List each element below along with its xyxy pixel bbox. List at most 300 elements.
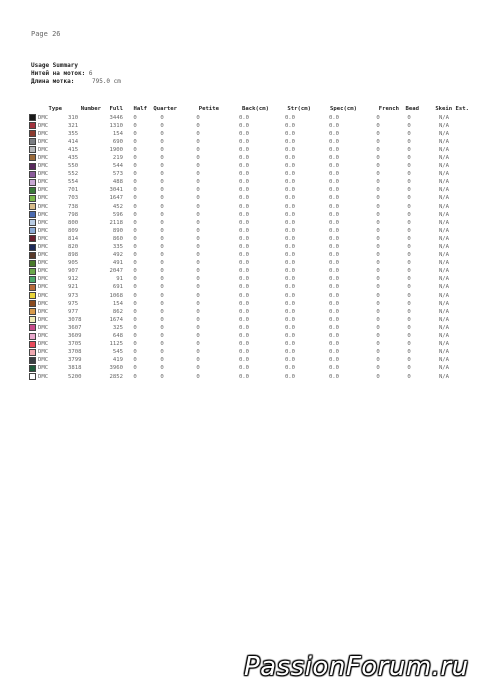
cell-quarter: 0 [160, 292, 164, 299]
cell-half: 0 [133, 171, 137, 178]
cell-back: 0.0 [238, 227, 250, 234]
cell-number: 355 [68, 130, 79, 137]
cell-half: 0 [133, 300, 137, 307]
cell-half: 0 [133, 284, 137, 291]
cell-petite: 0 [196, 324, 200, 331]
cell-number: 321 [68, 122, 79, 129]
cell-french: 0 [376, 300, 380, 307]
cell-back: 0.0 [238, 357, 250, 364]
usage-table [29, 106, 469, 381]
cell-petite: 0 [196, 341, 200, 348]
color-swatch [29, 252, 36, 259]
cell-half: 0 [133, 276, 137, 283]
cell-number: 798 [68, 211, 79, 218]
cell-number: 738 [68, 203, 79, 210]
cell-back: 0.0 [238, 260, 250, 267]
cell-skein-est: N/A [438, 187, 450, 194]
cell-french: 0 [376, 365, 380, 372]
cell-back: 0.0 [238, 244, 250, 250]
cell-type: DMC [38, 324, 49, 331]
header-swatch [29, 106, 38, 114]
cell-back: 0.0 [238, 300, 250, 307]
cell-swatch [29, 252, 38, 260]
table-row [29, 154, 469, 162]
cell-spec: 0.0 [328, 146, 340, 153]
header-str: Str(cm) [287, 106, 311, 113]
cell-type: DMC [38, 252, 49, 259]
cell-full: 325 [112, 324, 123, 331]
cell-petite: 0 [196, 260, 200, 267]
cell-number: 414 [68, 138, 79, 145]
table-row [29, 300, 469, 308]
cell-type: DMC [38, 308, 49, 315]
cell-spec: 0.0 [328, 284, 340, 291]
table-row [29, 195, 469, 203]
cell-back: 0.0 [238, 171, 250, 178]
cell-str: 0.0 [284, 130, 296, 137]
cell-petite: 0 [196, 122, 200, 129]
cell-spec: 0.0 [328, 341, 340, 348]
table-row [29, 235, 469, 243]
cell-french: 0 [376, 252, 380, 259]
cell-bead: 0 [407, 219, 411, 226]
cell-number: 907 [68, 268, 79, 275]
cell-full: 3960 [109, 365, 123, 372]
cell-full: 544 [112, 163, 123, 170]
cell-petite: 0 [196, 373, 200, 380]
cell-back: 0.0 [238, 365, 250, 372]
cell-bead: 0 [407, 252, 411, 259]
cell-quarter: 0 [160, 276, 164, 283]
cell-half: 0 [133, 357, 137, 364]
cell-spec: 0.0 [328, 219, 340, 226]
cell-petite: 0 [196, 203, 200, 210]
cell-number: 800 [68, 219, 79, 226]
cell-french: 0 [376, 154, 380, 161]
table-row [29, 179, 469, 187]
cell-skein-est: N/A [438, 203, 450, 210]
color-swatch [29, 308, 36, 315]
cell-back: 0.0 [238, 308, 250, 315]
cell-spec: 0.0 [328, 365, 340, 372]
cell-quarter: 0 [160, 333, 164, 340]
cell-spec: 0.0 [328, 300, 340, 307]
cell-full: 419 [112, 357, 123, 364]
cell-petite: 0 [196, 268, 200, 275]
cell-quarter: 0 [160, 211, 164, 218]
header-type: Type [48, 106, 62, 113]
usage-table-body [29, 114, 469, 381]
cell-french: 0 [376, 130, 380, 137]
cell-quarter: 0 [160, 114, 164, 121]
color-swatch [29, 211, 36, 218]
cell-french: 0 [376, 235, 380, 242]
table-row [29, 187, 469, 195]
cell-type: DMC [38, 284, 49, 291]
cell-half: 0 [133, 333, 137, 340]
cell-spec: 0.0 [328, 187, 340, 194]
cell-back: 0.0 [238, 373, 250, 380]
cell-half: 0 [133, 292, 137, 299]
cell-petite: 0 [196, 235, 200, 242]
cell-back: 0.0 [238, 292, 250, 299]
cell-back: 0.0 [238, 252, 250, 259]
cell-number: 3607 [68, 324, 82, 331]
cell-bead: 0 [407, 300, 411, 307]
cell-half: 0 [133, 203, 137, 210]
threads-per-skein-value: 6 [88, 70, 93, 77]
cell-swatch [29, 260, 38, 268]
color-swatch [29, 365, 36, 372]
cell-full: 492 [112, 252, 123, 259]
cell-spec: 0.0 [328, 324, 340, 331]
table-row [29, 316, 469, 324]
threads-per-skein-label: Нитей на моток: [31, 70, 86, 77]
table-row [29, 308, 469, 316]
cell-skein-est: N/A [438, 341, 450, 348]
cell-half: 0 [133, 252, 137, 259]
cell-skein-est: N/A [438, 308, 450, 315]
cell-bead: 0 [407, 357, 411, 364]
cell-french: 0 [376, 187, 380, 194]
color-swatch [29, 163, 36, 170]
cell-type: DMC [38, 203, 49, 210]
cell-skein-est: N/A [438, 122, 450, 129]
cell-back: 0.0 [238, 268, 250, 275]
table-row [29, 260, 469, 268]
cell-swatch [29, 284, 38, 292]
cell-skein-est: N/A [438, 260, 450, 267]
table-row [29, 292, 469, 300]
cell-spec: 0.0 [328, 130, 340, 137]
cell-str: 0.0 [284, 227, 296, 234]
cell-petite: 0 [196, 292, 200, 299]
cell-type: DMC [38, 333, 49, 340]
cell-swatch [29, 187, 38, 195]
cell-swatch [29, 114, 38, 122]
cell-number: 3705 [68, 341, 82, 348]
cell-type: DMC [38, 146, 49, 153]
cell-bead: 0 [407, 187, 411, 194]
color-swatch [29, 260, 36, 267]
cell-full: 596 [112, 211, 123, 218]
header-bead: Bead [405, 106, 419, 113]
cell-swatch [29, 300, 38, 308]
cell-number: 701 [68, 187, 79, 194]
cell-full: 1647 [109, 195, 123, 202]
cell-type: DMC [38, 130, 49, 137]
cell-str: 0.0 [284, 211, 296, 218]
cell-back: 0.0 [238, 219, 250, 226]
cell-type: DMC [38, 268, 49, 275]
cell-skein-est: N/A [438, 130, 450, 137]
table-row [29, 203, 469, 211]
cell-full: 3041 [109, 187, 123, 194]
cell-swatch [29, 365, 38, 373]
threads-per-skein-line [31, 70, 121, 78]
cell-petite: 0 [196, 349, 200, 356]
cell-back: 0.0 [238, 203, 250, 210]
color-swatch [29, 227, 36, 234]
cell-swatch [29, 333, 38, 341]
cell-petite: 0 [196, 179, 200, 186]
cell-swatch [29, 357, 38, 365]
cell-full: 488 [112, 179, 123, 186]
cell-back: 0.0 [238, 235, 250, 242]
cell-full: 2118 [109, 219, 123, 226]
cell-spec: 0.0 [328, 235, 340, 242]
cell-str: 0.0 [284, 179, 296, 186]
cell-number: 912 [68, 276, 79, 283]
cell-french: 0 [376, 146, 380, 153]
cell-spec: 0.0 [328, 308, 340, 315]
cell-petite: 0 [196, 333, 200, 340]
table-row [29, 146, 469, 154]
table-row [29, 341, 469, 349]
cell-quarter: 0 [160, 195, 164, 202]
header-quarter: Quarter [153, 106, 177, 113]
cell-bead: 0 [407, 138, 411, 145]
cell-half: 0 [133, 179, 137, 186]
cell-half: 0 [133, 235, 137, 242]
cell-petite: 0 [196, 219, 200, 226]
cell-french: 0 [376, 357, 380, 364]
cell-type: DMC [38, 276, 49, 283]
cell-str: 0.0 [284, 203, 296, 210]
cell-skein-est: N/A [438, 276, 450, 283]
cell-petite: 0 [196, 171, 200, 178]
cell-half: 0 [133, 219, 137, 226]
cell-number: 975 [68, 300, 79, 307]
cell-back: 0.0 [238, 284, 250, 291]
cell-half: 0 [133, 341, 137, 348]
table-row [29, 219, 469, 227]
table-row [29, 252, 469, 260]
cell-quarter: 0 [160, 324, 164, 331]
cell-bead: 0 [407, 324, 411, 331]
cell-skein-est: N/A [438, 292, 450, 299]
cell-bead: 0 [407, 154, 411, 161]
cell-french: 0 [376, 260, 380, 267]
cell-skein-est: N/A [438, 324, 450, 331]
cell-petite: 0 [196, 308, 200, 315]
cell-french: 0 [376, 373, 380, 380]
color-swatch [29, 195, 36, 202]
cell-swatch [29, 179, 38, 187]
cell-half: 0 [133, 260, 137, 267]
table-row [29, 284, 469, 292]
cell-swatch [29, 219, 38, 227]
cell-type: DMC [38, 211, 49, 218]
cell-french: 0 [376, 171, 380, 178]
cell-bead: 0 [407, 146, 411, 153]
color-swatch [29, 349, 36, 356]
cell-skein-est: N/A [438, 211, 450, 218]
cell-number: 310 [68, 114, 79, 121]
cell-spec: 0.0 [328, 122, 340, 129]
table-row [29, 211, 469, 219]
cell-half: 0 [133, 187, 137, 194]
cell-type: DMC [38, 171, 49, 178]
cell-half: 0 [133, 211, 137, 218]
cell-french: 0 [376, 276, 380, 283]
table-row [29, 324, 469, 332]
cell-petite: 0 [196, 227, 200, 234]
cell-skein-est: N/A [438, 146, 450, 153]
cell-spec: 0.0 [328, 138, 340, 145]
skein-length-value: 795.0 cm [91, 78, 121, 85]
color-swatch [29, 171, 36, 178]
cell-str: 0.0 [284, 276, 296, 283]
cell-quarter: 0 [160, 252, 164, 259]
cell-type: DMC [38, 187, 49, 194]
cell-swatch [29, 130, 38, 138]
cell-type: DMC [38, 357, 49, 364]
cell-skein-est: N/A [438, 316, 450, 323]
cell-half: 0 [133, 130, 137, 137]
cell-skein-est: N/A [438, 138, 450, 145]
cell-half: 0 [133, 122, 137, 129]
cell-petite: 0 [196, 163, 200, 170]
cell-quarter: 0 [160, 260, 164, 267]
cell-petite: 0 [196, 130, 200, 137]
cell-french: 0 [376, 244, 380, 250]
header-back: Back(cm) [242, 106, 269, 113]
skein-length-label: Длина мотка: [31, 78, 75, 85]
cell-type: DMC [38, 292, 49, 299]
cell-full: 154 [112, 300, 123, 307]
color-swatch [29, 244, 36, 251]
cell-type: DMC [38, 365, 49, 372]
cell-type: DMC [38, 300, 49, 307]
cell-full: 862 [112, 308, 123, 315]
cell-half: 0 [133, 114, 137, 121]
cell-spec: 0.0 [328, 227, 340, 234]
cell-swatch [29, 308, 38, 316]
cell-number: 3078 [68, 316, 82, 323]
cell-bead: 0 [407, 349, 411, 356]
cell-swatch [29, 171, 38, 179]
watermark: PassionForum.ru [244, 652, 469, 682]
cell-french: 0 [376, 341, 380, 348]
header-skein-est: Skein Est. [435, 106, 469, 113]
cell-number: 3609 [68, 333, 82, 340]
cell-str: 0.0 [284, 260, 296, 267]
cell-spec: 0.0 [328, 268, 340, 275]
cell-french: 0 [376, 163, 380, 170]
cell-swatch [29, 276, 38, 284]
cell-back: 0.0 [238, 324, 250, 331]
table-row [29, 244, 469, 252]
cell-str: 0.0 [284, 163, 296, 170]
cell-str: 0.0 [284, 365, 296, 372]
cell-str: 0.0 [284, 244, 296, 250]
cell-quarter: 0 [160, 203, 164, 210]
cell-bead: 0 [407, 195, 411, 202]
cell-half: 0 [133, 146, 137, 153]
cell-number: 552 [68, 171, 79, 178]
cell-full: 691 [112, 284, 123, 291]
cell-type: DMC [38, 260, 49, 267]
table-row [29, 333, 469, 341]
cell-type: DMC [38, 227, 49, 234]
cell-french: 0 [376, 195, 380, 202]
cell-type: DMC [38, 349, 49, 356]
cell-number: 435 [68, 154, 79, 161]
cell-back: 0.0 [238, 179, 250, 186]
cell-spec: 0.0 [328, 276, 340, 283]
cell-back: 0.0 [238, 211, 250, 218]
cell-str: 0.0 [284, 300, 296, 307]
cell-swatch [29, 341, 38, 349]
cell-number: 973 [68, 292, 79, 299]
cell-str: 0.0 [284, 308, 296, 315]
color-swatch [29, 219, 36, 226]
cell-quarter: 0 [160, 219, 164, 226]
summary-title: Usage Summary [31, 62, 78, 69]
cell-skein-est: N/A [438, 235, 450, 242]
cell-back: 0.0 [238, 163, 250, 170]
cell-str: 0.0 [284, 324, 296, 331]
cell-full: 648 [112, 333, 123, 340]
cell-spec: 0.0 [328, 244, 340, 250]
cell-quarter: 0 [160, 373, 164, 380]
cell-full: 335 [112, 244, 123, 250]
cell-back: 0.0 [238, 122, 250, 129]
cell-quarter: 0 [160, 316, 164, 323]
cell-str: 0.0 [284, 171, 296, 178]
cell-type: DMC [38, 154, 49, 161]
table-row [29, 114, 469, 122]
table-header-row [29, 106, 469, 114]
cell-back: 0.0 [238, 146, 250, 153]
cell-spec: 0.0 [328, 357, 340, 364]
cell-french: 0 [376, 138, 380, 145]
cell-petite: 0 [196, 154, 200, 161]
table-row [29, 163, 469, 171]
cell-full: 1310 [109, 122, 123, 129]
table-row [29, 276, 469, 284]
cell-bead: 0 [407, 341, 411, 348]
cell-swatch [29, 324, 38, 332]
cell-skein-est: N/A [438, 163, 450, 170]
cell-number: 905 [68, 260, 79, 267]
table-row [29, 349, 469, 357]
cell-quarter: 0 [160, 163, 164, 170]
cell-quarter: 0 [160, 130, 164, 137]
cell-str: 0.0 [284, 333, 296, 340]
cell-str: 0.0 [284, 316, 296, 323]
cell-french: 0 [376, 349, 380, 356]
cell-skein-est: N/A [438, 373, 450, 380]
cell-full: 1900 [109, 146, 123, 153]
color-swatch [29, 292, 36, 299]
cell-half: 0 [133, 154, 137, 161]
cell-swatch [29, 154, 38, 162]
cell-petite: 0 [196, 138, 200, 145]
cell-skein-est: N/A [438, 244, 450, 250]
cell-quarter: 0 [160, 154, 164, 161]
cell-spec: 0.0 [328, 316, 340, 323]
color-swatch [29, 130, 36, 137]
cell-number: 814 [68, 235, 79, 242]
cell-quarter: 0 [160, 179, 164, 186]
color-swatch [29, 122, 36, 129]
cell-petite: 0 [196, 211, 200, 218]
cell-french: 0 [376, 203, 380, 210]
cell-back: 0.0 [238, 130, 250, 137]
color-swatch [29, 284, 36, 291]
